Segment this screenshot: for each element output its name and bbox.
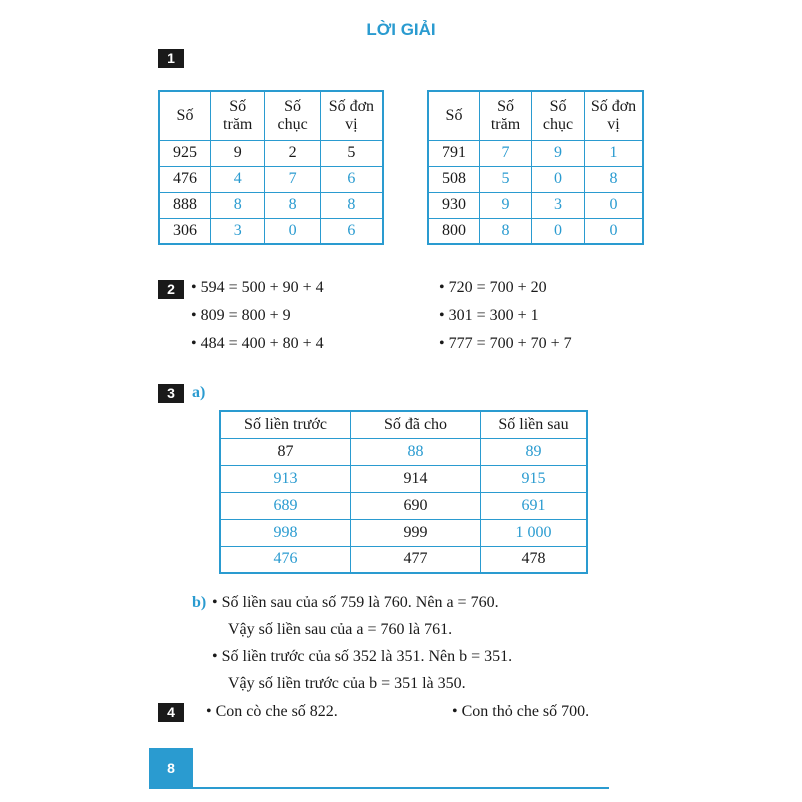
cell-before: 87 [220,438,351,465]
expansion-line: • 484 = 400 + 80 + 4 [191,335,324,352]
page-number: 8 [149,748,193,788]
cell-hundreds: 3 [211,218,265,244]
table-row [428,192,643,218]
cell-tens: 2 [265,140,320,166]
table-row [159,218,383,244]
exercise-3-number: 3 [158,384,184,403]
cell-tens: 0 [265,218,320,244]
expansion-line: • 720 = 700 + 20 [439,279,547,296]
cell-number: 306 [159,218,211,244]
cell-units: 6 [320,166,383,192]
cell-hundreds: 7 [480,140,532,166]
exercise-1-number: 1 [158,49,184,68]
expansion-line: • 777 = 700 + 70 + 7 [439,335,572,352]
place-value-table-right [427,90,644,245]
cell-before: 476 [220,546,351,573]
table-row [428,218,643,244]
header-before: Số liền trước [220,411,351,438]
explanation-line: • Số liền sau của số 759 là 760. Nên a = 760. [212,594,499,611]
cell-tens: 0 [532,166,585,192]
cell-given: 690 [351,492,481,519]
explanation-line: Vậy số liền sau của a = 760 là 761. [228,621,453,638]
header-so-chuc: Số chục [265,91,320,140]
cell-units: 5 [320,140,383,166]
expansion-line: • 594 = 500 + 90 + 4 [191,279,324,296]
cell-given: 999 [351,519,481,546]
cell-hundreds: 9 [480,192,532,218]
header-so-don-vi: Số đơn vị [584,91,643,140]
table-row [220,465,587,492]
cell-units: 8 [584,166,643,192]
expansion-line: • 809 = 800 + 9 [191,307,291,324]
cell-after: 478 [481,546,588,573]
cell-units: 6 [320,218,383,244]
explanation-line: Vậy số liền trước của b = 351 là 350. [228,675,466,692]
cell-units: 8 [320,192,383,218]
table-row [220,492,587,519]
cell-hundreds: 4 [211,166,265,192]
table-row [428,140,643,166]
expansion-line: • 301 = 300 + 1 [439,307,539,324]
cell-after: 915 [481,465,588,492]
header-so-chuc: Số chục [532,91,585,140]
cell-number: 925 [159,140,211,166]
cell-tens: 7 [265,166,320,192]
cell-tens: 0 [532,218,585,244]
header-so-don-vi: Số đơn vị [320,91,383,140]
cell-number: 791 [428,140,480,166]
cell-hundreds: 5 [480,166,532,192]
cell-after: 691 [481,492,588,519]
table-row [220,546,587,573]
cell-hundreds: 8 [480,218,532,244]
cell-number: 476 [159,166,211,192]
cell-before: 689 [220,492,351,519]
answer-line: • Con cò che số 822. [206,703,338,720]
explanation-line: • Số liền trước của số 352 là 351. Nên b = 351. [212,648,513,665]
header-given: Số đã cho [351,411,481,438]
place-value-table-left [158,90,384,245]
cell-number: 888 [159,192,211,218]
cell-before: 913 [220,465,351,492]
cell-units: 0 [584,192,643,218]
cell-units: 0 [584,218,643,244]
footer-divider [149,787,609,789]
header-after: Số liền sau [481,411,588,438]
page-title: LỜI GIẢI [366,20,436,39]
part-a-label: a) [192,384,206,401]
cell-after: 89 [481,438,588,465]
table-row [220,438,587,465]
header-so-tram: Số trăm [480,91,532,140]
table-row [159,166,383,192]
cell-hundreds: 8 [211,192,265,218]
header-so-tram: Số trăm [211,91,265,140]
table-row [159,140,383,166]
table-row [220,519,587,546]
header-so: Số [159,91,211,140]
exercise-4-number: 4 [158,703,184,722]
cell-before: 998 [220,519,351,546]
cell-tens: 8 [265,192,320,218]
table-row [159,192,383,218]
cell-given: 914 [351,465,481,492]
cell-after: 1 000 [481,519,588,546]
exercise-2-number: 2 [158,280,184,299]
cell-tens: 3 [532,192,585,218]
answer-line: • Con thỏ che số 700. [452,703,590,720]
cell-given: 477 [351,546,481,573]
cell-number: 800 [428,218,480,244]
cell-tens: 9 [532,140,585,166]
table-row [428,166,643,192]
part-b-label: b) [192,594,207,611]
header-so: Số [428,91,480,140]
cell-number: 930 [428,192,480,218]
cell-hundreds: 9 [211,140,265,166]
cell-units: 1 [584,140,643,166]
cell-given: 88 [351,438,481,465]
cell-number: 508 [428,166,480,192]
predecessor-successor-table [219,410,588,574]
